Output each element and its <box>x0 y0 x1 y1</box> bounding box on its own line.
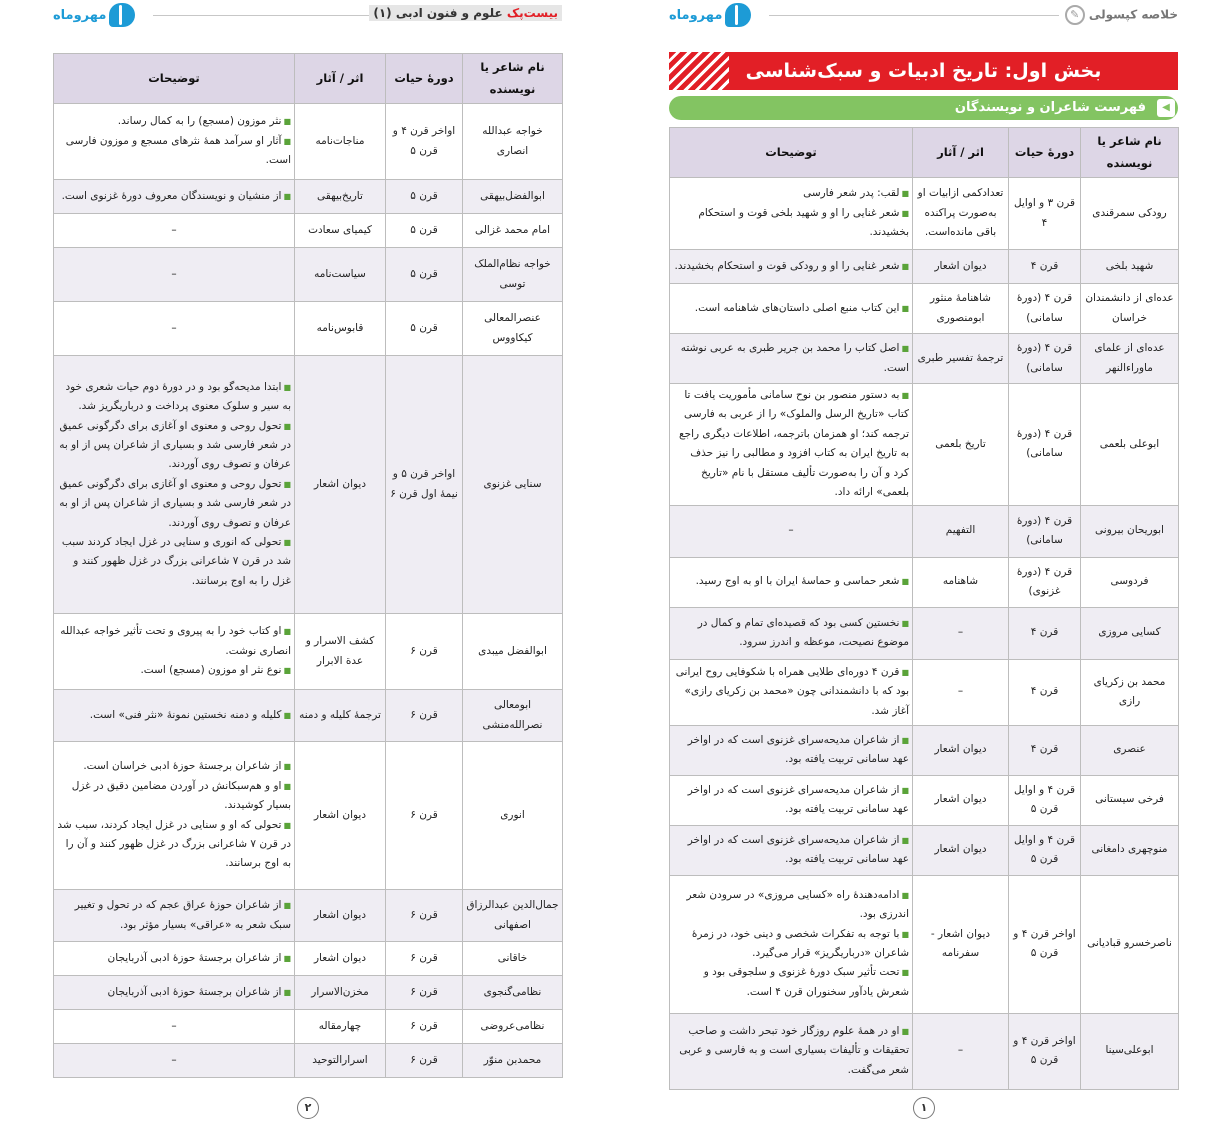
note-line: ■از شاعران حوزهٔ عراق عجم که در تحول و تغییر سبک شعر به «عراقی» بسیار مؤثر بود. <box>74 899 291 931</box>
notes-cell <box>670 384 913 506</box>
left-table <box>53 53 563 1078</box>
empty-dash: – <box>171 267 177 280</box>
note-line: ■نوع نثر او موزون (مسجع) است. <box>140 664 291 677</box>
works-cell: اسرارالتوحید <box>295 1044 386 1078</box>
works-cell: تعدادکمی ازابیات او به‌صورت پراکنده باقی مانده‌است. <box>913 178 1009 250</box>
era-cell: اواخر قرن ۴ و قرن ۵ <box>1009 1013 1081 1089</box>
era-cell: قرن ۵ <box>386 302 463 356</box>
bullet-icon: ■ <box>901 189 909 199</box>
bullet-icon: ■ <box>901 735 909 745</box>
author-name-cell: ابوالفضل‌بیهقی <box>463 180 563 214</box>
era-cell: اواخر قرن ۵ و نیمهٔ اول قرن ۶ <box>386 356 463 614</box>
notes-cell <box>54 690 295 742</box>
author-name-cell: ابوالفضل میبدی <box>463 614 563 690</box>
notes-cell <box>54 248 295 302</box>
era-cell: قرن ۴ (دورهٔ سامانی) <box>1009 284 1081 334</box>
works-cell: دیوان اشعار <box>295 356 386 614</box>
works-cell: دیوان اشعار <box>913 825 1009 875</box>
note-line: ■تحولی که او و سنایی در غزل ایجاد کردند، سبب شد در قرن ۷ شاعرانی بزرگ در غزل ظهور کنند و آن را به اوج برسانند. <box>57 818 291 870</box>
table-row <box>670 334 1179 384</box>
table-row <box>54 1010 563 1044</box>
table-row <box>670 250 1179 284</box>
note-line: ■آثار او سرآمد همهٔ نثرهای مسجع و موزون فارسی است. <box>65 134 291 167</box>
header-divider <box>769 15 1059 16</box>
works-cell: قابوس‌نامه <box>295 302 386 356</box>
era-cell: قرن ۳ و اوایل ۴ <box>1009 178 1081 250</box>
table-row <box>670 178 1179 250</box>
author-name-cell: محمد بن زکریای رازی <box>1081 659 1179 725</box>
era-cell: قرن ۴ (دورهٔ غزنوی) <box>1009 557 1081 607</box>
table-row <box>670 825 1179 875</box>
era-cell: قرن ۴ <box>1009 607 1081 659</box>
works-cell: شاهنامهٔ منثور ابومنصوری <box>913 284 1009 334</box>
era-cell: قرن ۶ <box>386 1010 463 1044</box>
author-name-cell: ابوعلی بلعمی <box>1081 384 1179 506</box>
works-cell: کیمیای سعادت <box>295 214 386 248</box>
notes-cell <box>54 742 295 890</box>
note-line: ■از شاعران برجستهٔ حوزهٔ ادبی خراسان است. <box>83 760 291 773</box>
note-line: ■تحولی که انوری و سنایی در غزل ایجاد کردند سبب شد در قرن ۷ شاعرانی بزرگ در غزل ظهور کنند و غزل را به اوج برسانند. <box>61 536 291 587</box>
bullet-icon: ■ <box>283 136 291 146</box>
notes-cell <box>670 1013 913 1089</box>
left-header <box>53 0 562 34</box>
era-cell: قرن ۶ <box>386 1044 463 1078</box>
bullet-icon: ■ <box>283 117 291 127</box>
note-line: ■این کتاب منبع اصلی داستان‌های شاهنامه است. <box>694 301 909 314</box>
notes-cell <box>670 725 913 775</box>
author-name-cell: ابوعلی‌سینا <box>1081 1013 1179 1089</box>
notes-cell <box>670 557 913 607</box>
arrow-icon: ◀ <box>1157 99 1175 117</box>
notes-cell <box>54 614 295 690</box>
bullet-icon: ■ <box>283 627 291 637</box>
note-line: ■کلیله و دمنه نخستین نمونهٔ «نثر فنی» است. <box>89 708 291 721</box>
note-line: ■با توجه به تفکرات شخصی و دینی خود، در زمرهٔ شاعران «درباریگریز» قرار می‌گیرد. <box>691 927 909 960</box>
era-cell: قرن ۶ <box>386 890 463 942</box>
note-line: ■از شاعران مدیحه‌سرای غزنوی است که در اواخر عهد سامانی تربیت یافته بود. <box>687 733 909 766</box>
subheading-bar: ◀ فهرست شاعران و نویسندگان <box>669 96 1178 120</box>
table-row <box>670 875 1179 1013</box>
era-cell: قرن ۶ <box>386 942 463 976</box>
bullet-icon: ■ <box>901 261 909 271</box>
notes-cell <box>670 334 913 384</box>
author-name-cell: خواجه نظام‌الملک توسی <box>463 248 563 302</box>
bullet-icon: ■ <box>901 968 909 978</box>
table-row <box>670 607 1179 659</box>
empty-dash: – <box>171 321 177 334</box>
era-cell: قرن ۶ <box>386 976 463 1010</box>
bullet-icon: ■ <box>901 785 909 795</box>
notes-cell <box>54 104 295 180</box>
author-name-cell: ناصرخسرو قبادیانی <box>1081 875 1179 1013</box>
notes-cell <box>670 875 913 1013</box>
era-cell: قرن ۵ <box>386 248 463 302</box>
table-row <box>54 104 563 180</box>
works-cell: تاریخ بلعمی <box>913 384 1009 506</box>
works-cell: دیوان اشعار <box>295 890 386 942</box>
bullet-icon: ■ <box>901 208 909 218</box>
bullet-icon: ■ <box>901 929 909 939</box>
author-name-cell: سنایی غزنوی <box>463 356 563 614</box>
notes-cell <box>54 942 295 976</box>
table-row <box>670 284 1179 334</box>
brand-logo: مهروماه <box>53 3 135 27</box>
table-row <box>670 725 1179 775</box>
page-number: ۱ <box>913 1097 935 1119</box>
works-cell: دیوان اشعار <box>295 742 386 890</box>
table-row <box>54 214 563 248</box>
author-name-cell: عده‌ای از علمای ماوراءالنهر <box>1081 334 1179 384</box>
note-line: ■او و هم‌سبکانش در آوردن مضامین دقیق در غزل بسیار کوشیدند. <box>71 779 291 812</box>
era-cell: اواخر قرن ۴ و قرن ۵ <box>1009 875 1081 1013</box>
butterfly-icon <box>109 3 135 27</box>
author-name-cell: ابوریحان بیرونی <box>1081 505 1179 557</box>
table-row <box>54 302 563 356</box>
bullet-icon: ■ <box>283 710 291 720</box>
brand-logo: مهروماه <box>669 3 751 27</box>
works-cell: مناجات‌نامه <box>295 104 386 180</box>
note-line: ■شعر غنایی را او و رودکی قوت و استحکام بخشیدند. <box>674 259 909 272</box>
col-header-notes: توضیحات <box>54 54 295 104</box>
bullet-icon: ■ <box>283 479 291 489</box>
author-name-cell: ابومعالی نصرالله‌منشی <box>463 690 563 742</box>
author-name-cell: عنصری <box>1081 725 1179 775</box>
table-row <box>54 742 563 890</box>
table-row <box>54 248 563 302</box>
author-name-cell: خواجه عبدالله انصاری <box>463 104 563 180</box>
note-line: ■از شاعران برجستهٔ حوزهٔ ادبی آذربایجان <box>107 951 291 964</box>
note-line: ■نخستین کسی بود که قصیده‌ای تمام و کمال در موضوع نصیحت، موعظه و اندرز سرود. <box>697 616 909 649</box>
bullet-icon: ■ <box>283 781 291 791</box>
table-row <box>54 890 563 942</box>
butterfly-icon <box>725 3 751 27</box>
right-header-title: خلاصه کپسولی ✎ <box>1062 5 1178 25</box>
era-cell: قرن ۴ (دورهٔ سامانی) <box>1009 384 1081 506</box>
note-line: ■اصل کتاب را محمد بن جریر طبری به عربی نوشته است. <box>680 342 909 374</box>
empty-dash: – <box>171 1053 177 1066</box>
era-cell: قرن ۴ (دورهٔ سامانی) <box>1009 505 1081 557</box>
bullet-icon: ■ <box>283 666 291 676</box>
note-line: ■شعر غنایی را او و شهید بلخی قوت و استحکام بخشیدند. <box>698 206 909 239</box>
col-header-notes: توضیحات <box>670 128 913 178</box>
table-row <box>670 505 1179 557</box>
note-line: ■به دستور منصور بن نوح سامانی مأموریت یافت تا کتاب «تاریخ الرسل والملوک» را از عربی به فارسی ترجمه کند؛ او همزمان باترجمه، اطلاعات دیگری راجع به تاریخ ایران به کتاب افزود و مطالبی را نیز حذف کرد و آن را به‌صورت تألیف مستقل با نام «تاریخ بلعمی» ارائه داد. <box>679 389 909 499</box>
empty-dash: – <box>788 524 794 537</box>
table-row <box>54 690 563 742</box>
bullet-icon: ■ <box>901 1026 909 1036</box>
author-name-cell: جمال‌الدین عبدالرزاق اصفهانی <box>463 890 563 942</box>
works-cell: – <box>913 607 1009 659</box>
table-row <box>54 942 563 976</box>
note-line: ■از منشیان و نویسندگان معروف دورهٔ غزنوی است. <box>61 189 291 202</box>
author-name-cell: انوری <box>463 742 563 890</box>
works-cell: ترجمهٔ کلیله و دمنه <box>295 690 386 742</box>
bullet-icon: ■ <box>283 421 291 431</box>
author-name-cell: رودکی سمرقندی <box>1081 178 1179 250</box>
note-line: ■از شاعران مدیحه‌سرای غزنوی است که در اواخر عهد سامانی تربیت یافته بود. <box>687 783 909 816</box>
works-cell: چهارمقاله <box>295 1010 386 1044</box>
notes-cell <box>54 976 295 1010</box>
works-cell: شاهنامه <box>913 557 1009 607</box>
era-cell: قرن ۴ <box>1009 659 1081 725</box>
table-row <box>54 976 563 1010</box>
col-header-works: اثر / آثار <box>295 54 386 104</box>
note-line: ■ادامه‌دهندهٔ راه «کسایی مروزی» در سرودن شعر اندرزی بود. <box>686 888 909 921</box>
bullet-icon: ■ <box>283 762 291 772</box>
empty-dash: – <box>171 1019 177 1032</box>
note-line: ■از شاعران مدیحه‌سرای غزنوی است که در اواخر عهد سامانی تربیت یافته بود. <box>687 833 909 866</box>
col-header-era: دورهٔ حیات <box>1009 128 1081 178</box>
bullet-icon: ■ <box>283 953 291 963</box>
notes-cell <box>54 356 295 614</box>
notes-cell <box>670 659 913 725</box>
bullet-icon: ■ <box>283 191 291 201</box>
table-row <box>670 557 1179 607</box>
header-tag: بیست‌پک <box>506 6 558 20</box>
table-row <box>670 1013 1179 1089</box>
header-divider <box>153 15 378 16</box>
works-cell: – <box>913 1013 1009 1089</box>
era-cell: قرن ۴ <box>1009 725 1081 775</box>
notes-cell <box>54 302 295 356</box>
note-line: ■ابتدا مدیحه‌گو بود و در دورهٔ دوم حیات شعری خود به سیر و سلوک معنوی پرداخت و درباریگریز شد. <box>65 380 291 413</box>
empty-dash: – <box>171 223 177 236</box>
author-name-cell: نظامی‌عروضی <box>463 1010 563 1044</box>
note-line: ■شعر حماسی و حماسهٔ ایران با او به اوج رسید. <box>695 575 909 588</box>
note-line: ■تحول روحی و معنوی او آغازی برای دگرگونی عمیق در شعر فارسی شد و بسیاری از شاعران پس از او به عرفان و تصوف روی آوردند. <box>59 477 291 529</box>
works-cell: سیاست‌نامه <box>295 248 386 302</box>
bullet-icon: ■ <box>901 618 909 628</box>
works-cell: دیوان اشعار <box>913 725 1009 775</box>
bullet-icon: ■ <box>283 987 291 997</box>
works-cell: دیوان اشعار <box>295 942 386 976</box>
col-header-era: دورهٔ حیات <box>386 54 463 104</box>
page-number: ۲ <box>297 1097 319 1119</box>
notes-cell <box>670 825 913 875</box>
author-name-cell: محمدبن منوّر <box>463 1044 563 1078</box>
bullet-icon: ■ <box>901 577 909 587</box>
notes-cell <box>670 250 913 284</box>
col-header-works: اثر / آثار <box>913 128 1009 178</box>
table-row <box>670 775 1179 825</box>
bullet-icon: ■ <box>283 820 291 830</box>
col-header-name: نام شاعر یا نویسنده <box>1081 128 1179 178</box>
era-cell: قرن ۴ <box>1009 250 1081 284</box>
works-cell: دیوان اشعار - سفرنامه <box>913 875 1009 1013</box>
bullet-icon: ■ <box>901 391 909 400</box>
pen-icon: ✎ <box>1065 5 1085 25</box>
notes-cell <box>54 1010 295 1044</box>
table-row <box>54 180 563 214</box>
era-cell: قرن ۵ <box>386 180 463 214</box>
era-cell: قرن ۶ <box>386 614 463 690</box>
bullet-icon: ■ <box>901 890 909 900</box>
author-name-cell: فردوسی <box>1081 557 1179 607</box>
works-cell: دیوان اشعار <box>913 775 1009 825</box>
right-table <box>669 127 1179 1090</box>
table-row <box>670 659 1179 725</box>
bullet-icon: ■ <box>901 835 909 845</box>
note-line: ■تحول روحی و معنوی او آغازی برای دگرگونی عمیق در شعر فارسی شد و بسیاری از شاعران پس از او به عرفان و تصوف روی آوردند. <box>59 419 291 471</box>
bullet-icon: ■ <box>283 538 291 548</box>
author-name-cell: فرخی سیستانی <box>1081 775 1179 825</box>
author-name-cell: خاقانی <box>463 942 563 976</box>
notes-cell <box>54 180 295 214</box>
stripe-decoration <box>669 52 729 90</box>
table-row <box>54 1044 563 1078</box>
bullet-icon: ■ <box>283 901 291 911</box>
bullet-icon: ■ <box>283 382 291 392</box>
works-cell: دیوان اشعار <box>913 250 1009 284</box>
notes-cell <box>670 284 913 334</box>
notes-cell <box>670 505 913 557</box>
table-row <box>54 614 563 690</box>
note-line: ■او کتاب خود را به پیروی و تحت تأثیر خواجه عبدالله انصاری نوشت. <box>60 625 291 657</box>
table-row <box>54 356 563 614</box>
table-row <box>670 384 1179 506</box>
era-cell: قرن ۶ <box>386 742 463 890</box>
notes-cell <box>670 178 913 250</box>
note-line: ■تحت تأثیر سبک دورهٔ غزنوی و سلجوقی بود و شعرش یادآور سخنوران قرن ۴ است. <box>703 966 909 998</box>
era-cell: قرن ۵ <box>386 214 463 248</box>
author-name-cell: نظامی‌گنجوی <box>463 976 563 1010</box>
right-header <box>669 0 1178 34</box>
notes-cell <box>54 214 295 248</box>
author-name-cell: کسایی مروزی <box>1081 607 1179 659</box>
note-line: ■نثر موزون (مسجع) را به کمال رساند. <box>117 115 291 128</box>
bullet-icon: ■ <box>901 344 909 354</box>
era-cell: قرن ۴ (دورهٔ سامانی) <box>1009 334 1081 384</box>
note-line: ■او در همهٔ علوم روزگار خود تبحر داشت و صاحب تحقیقات و تألیفات بسیاری است و به فارسی و عربی شعر می‌گفت. <box>679 1024 909 1076</box>
section-banner: بخش اول: تاریخ ادبیات و سبک‌شناسی <box>669 52 1178 90</box>
works-cell: التفهیم <box>913 505 1009 557</box>
author-name-cell: عده‌ای از دانشمندان خراسان <box>1081 284 1179 334</box>
author-name-cell: امام محمد غزالی <box>463 214 563 248</box>
notes-cell <box>670 607 913 659</box>
era-cell: قرن ۶ <box>386 690 463 742</box>
bullet-icon: ■ <box>901 303 909 313</box>
author-name-cell: عنصرالمعالی کیکاووس <box>463 302 563 356</box>
col-header-name: نام شاعر یا نویسنده <box>463 54 563 104</box>
right-page <box>669 0 1178 1126</box>
works-cell: ترجمهٔ تفسیر طبری <box>913 334 1009 384</box>
left-header-title: بیست‌پک علوم و فنون ادبی (۱) <box>369 5 562 21</box>
note-line: ■لقب: پدر شعر فارسی <box>803 187 909 200</box>
notes-cell <box>54 1044 295 1078</box>
era-cell: قرن ۴ و اوایل قرن ۵ <box>1009 775 1081 825</box>
note-line: ■قرن ۴ دوره‌ای طلایی همراه با شکوفایی روح ایرانی بود که با دانشمندانی چون «محمد بن زکریای رازی» آغاز شد. <box>675 665 909 717</box>
left-page <box>53 0 562 1126</box>
author-name-cell: شهید بلخی <box>1081 250 1179 284</box>
bullet-icon: ■ <box>901 667 909 677</box>
notes-cell <box>670 775 913 825</box>
note-line: ■از شاعران برجستهٔ حوزهٔ ادبی آذربایجان <box>107 985 291 998</box>
works-cell: – <box>913 659 1009 725</box>
works-cell: تاریخ‌بیهقی <box>295 180 386 214</box>
works-cell: کشف الاسرار و عدة الابرار <box>295 614 386 690</box>
works-cell: مخزن‌الاسرار <box>295 976 386 1010</box>
notes-cell <box>54 890 295 942</box>
era-cell: اواخر قرن ۴ و قرن ۵ <box>386 104 463 180</box>
era-cell: قرن ۴ و اوایل قرن ۵ <box>1009 825 1081 875</box>
author-name-cell: منوچهری دامغانی <box>1081 825 1179 875</box>
